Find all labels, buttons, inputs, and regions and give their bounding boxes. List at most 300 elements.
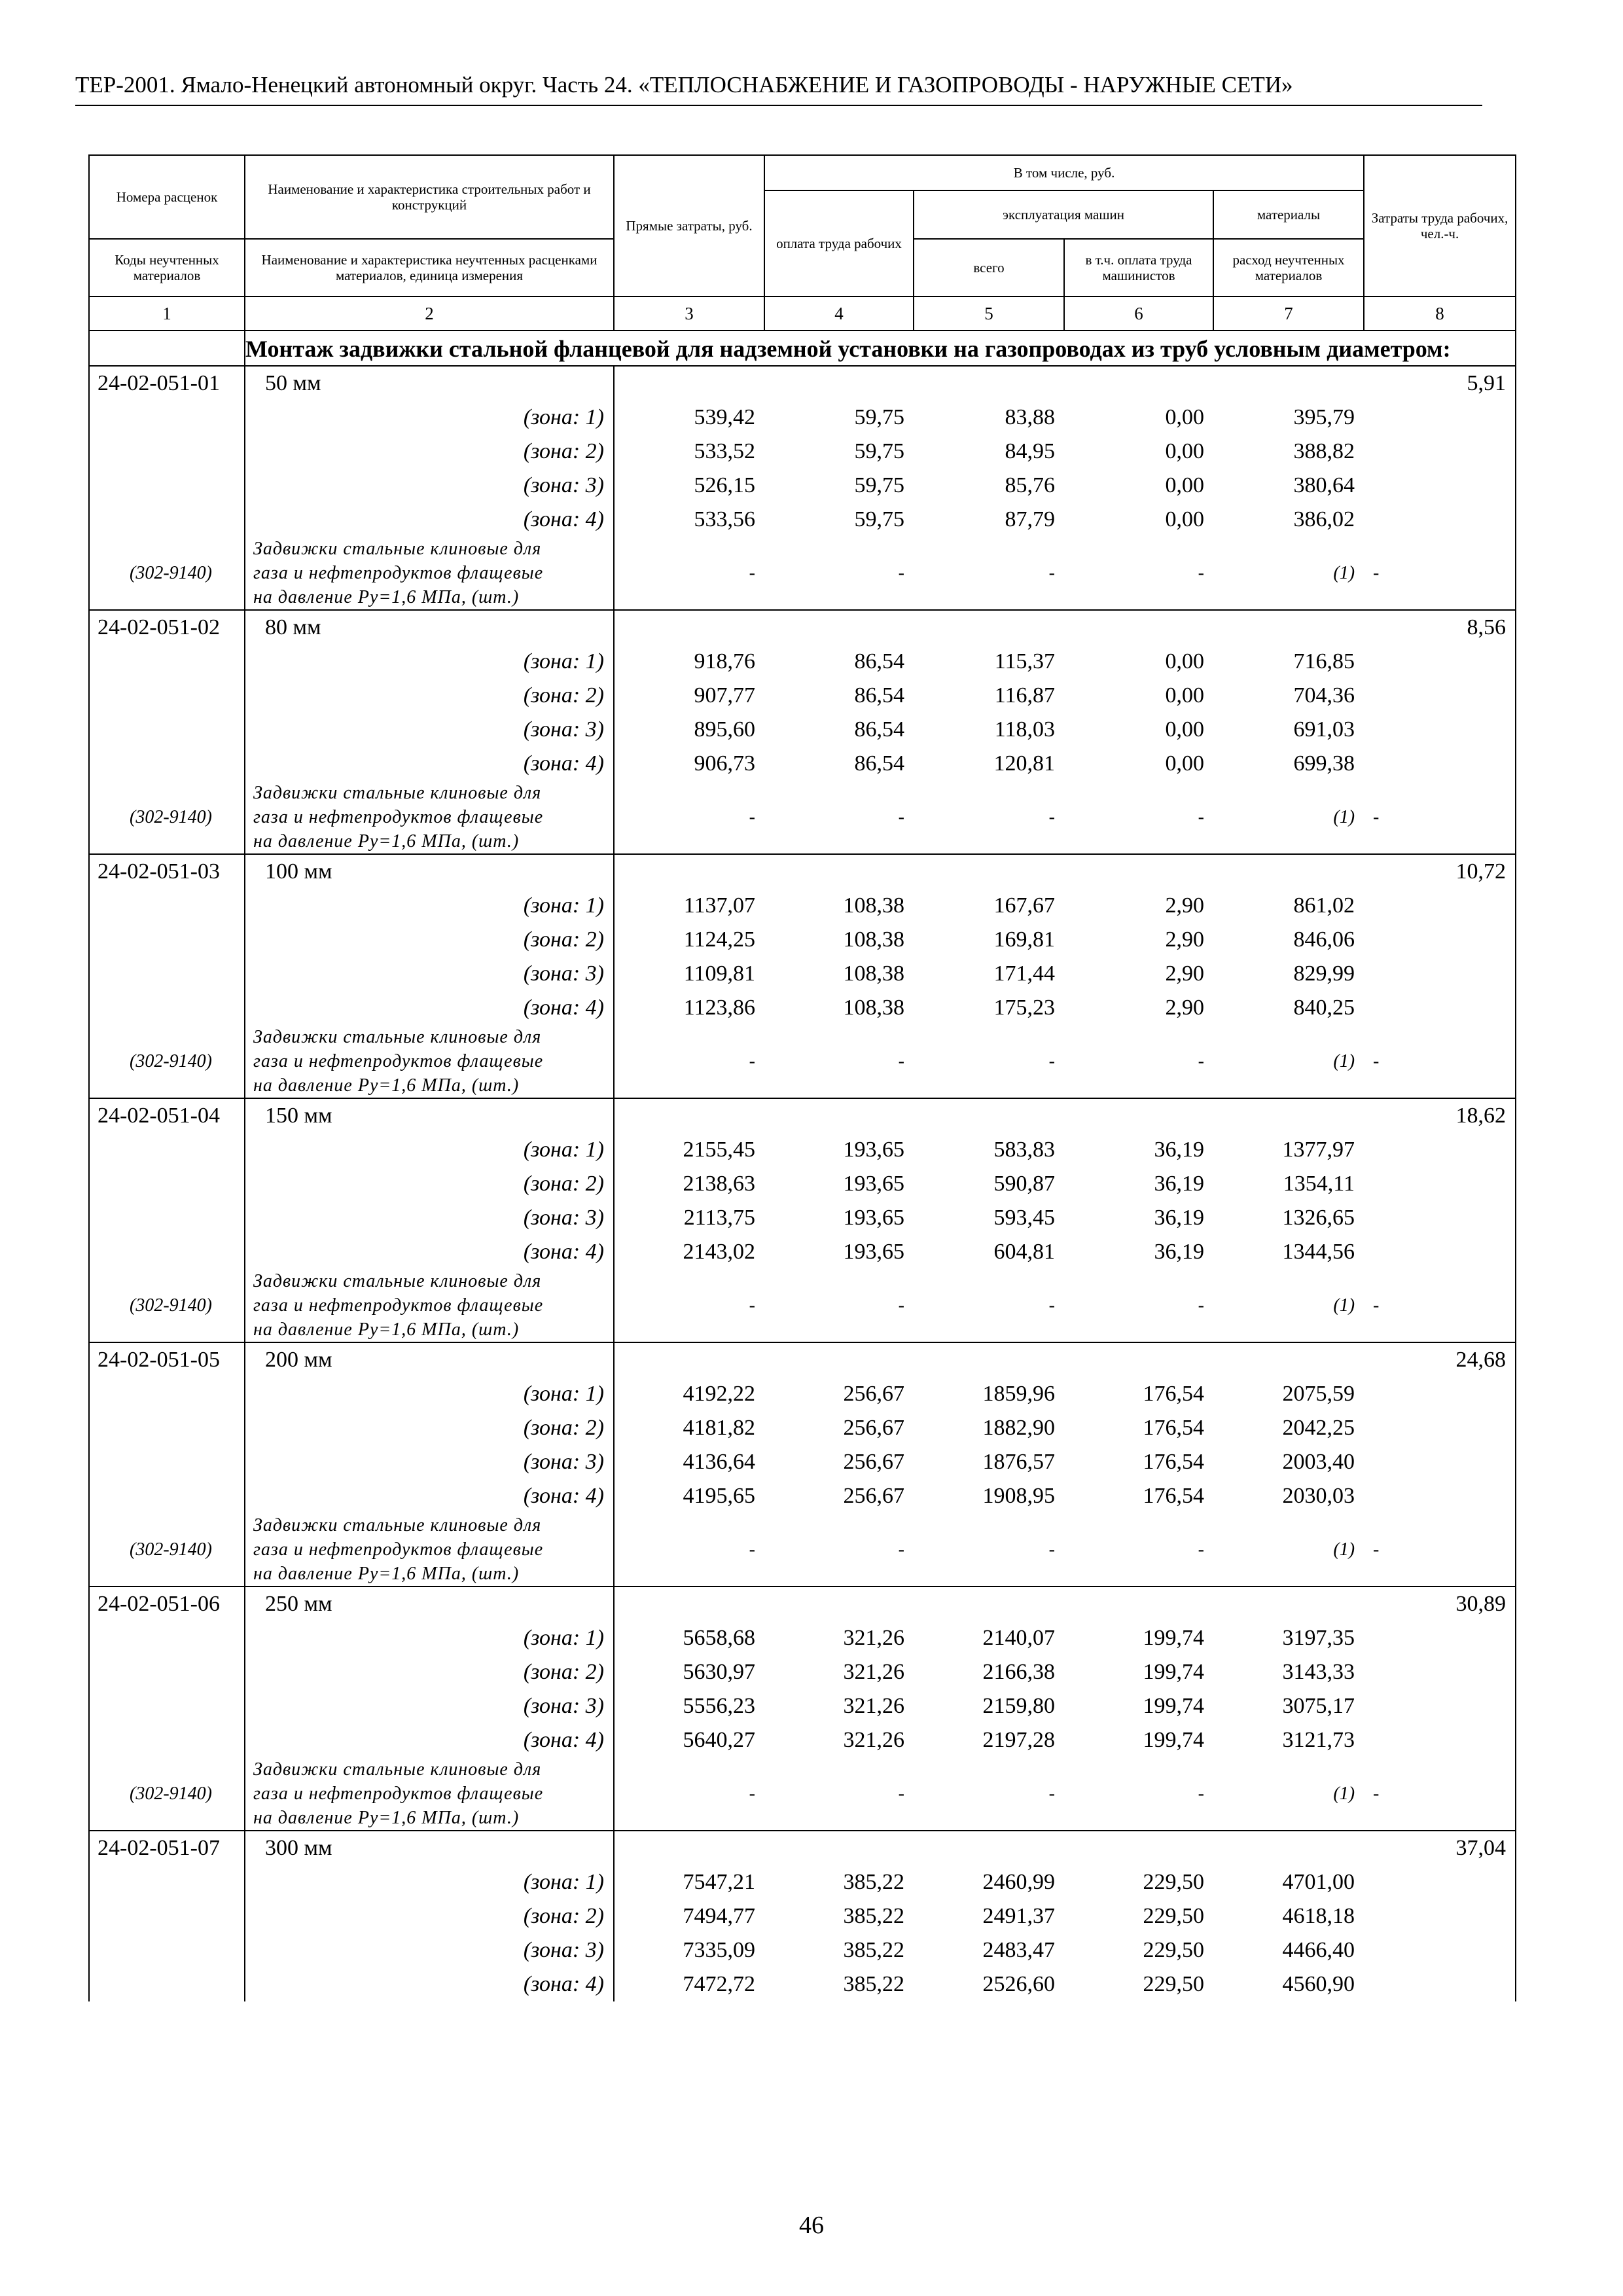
- zone-row: [89, 679, 1516, 713]
- operator-wages: 176,54: [1143, 1382, 1204, 1406]
- materials-cost: 386,02: [1293, 507, 1355, 531]
- direct-cost: 7547,21: [683, 1870, 755, 1894]
- material-dash: -: [1364, 1757, 1516, 1831]
- materials-cost: 840,25: [1293, 996, 1355, 1020]
- empty-cell: [1364, 645, 1516, 679]
- column-number: 6: [1064, 296, 1213, 331]
- machines-total: 115,37: [994, 649, 1055, 673]
- worker-wages: 59,75: [854, 473, 904, 497]
- material-dash: -: [914, 1025, 1064, 1098]
- col3-header: Прямые затраты, руб.: [614, 155, 764, 296]
- materials-cost: 4466,40: [1282, 1938, 1355, 1962]
- worker-wages: 321,26: [843, 1626, 904, 1650]
- machines-total: 2197,28: [982, 1728, 1055, 1752]
- zone-row: [89, 401, 1516, 435]
- material-description-line: на давление Ру=1,6 МПа, (шт.): [253, 1319, 520, 1340]
- materials-cost: 3075,17: [1282, 1694, 1355, 1718]
- worker-wages: 193,65: [843, 1138, 904, 1162]
- worker-wages: 256,67: [843, 1382, 904, 1406]
- direct-cost: 526,15: [694, 473, 755, 497]
- materials-cost: 1377,97: [1282, 1138, 1355, 1162]
- empty-cell: [1364, 923, 1516, 957]
- empty-cell: [89, 679, 245, 713]
- empty-cell: [1064, 1831, 1213, 1865]
- direct-cost: 5630,97: [683, 1660, 755, 1684]
- worker-wages: 59,75: [854, 439, 904, 463]
- empty-cell: [89, 503, 245, 537]
- empty-cell: [89, 747, 245, 781]
- operator-wages: 199,74: [1143, 1728, 1204, 1752]
- materials-cost: 2075,59: [1282, 1382, 1355, 1406]
- empty-cell: [1364, 1133, 1516, 1167]
- rate-code: 24-02-051-04: [89, 1098, 245, 1133]
- zone-label: (зона: 2): [245, 1655, 614, 1689]
- zone-label: (зона: 2): [245, 435, 614, 469]
- material-description: [245, 1513, 614, 1587]
- empty-cell: [614, 1831, 764, 1865]
- zone-row: [89, 1899, 1516, 1933]
- materials-cost: 829,99: [1293, 961, 1355, 986]
- operator-wages: 229,50: [1143, 1972, 1204, 1996]
- empty-cell: [914, 1098, 1064, 1133]
- direct-cost: 918,76: [694, 649, 755, 673]
- direct-cost: 4136,64: [683, 1450, 755, 1474]
- material-quantity: (1): [1213, 537, 1364, 610]
- empty-cell: [1213, 1342, 1364, 1377]
- operator-wages: 0,00: [1165, 439, 1204, 463]
- diameter-label: 80 мм: [245, 610, 614, 645]
- empty-cell: [614, 610, 764, 645]
- zone-label: (зона: 3): [245, 1201, 614, 1235]
- worker-wages: 385,22: [843, 1972, 904, 1996]
- empty-cell: [764, 1587, 914, 1621]
- unaccounted-material-row: [89, 781, 1516, 854]
- worker-wages: 321,26: [843, 1660, 904, 1684]
- column-number: 5: [914, 296, 1064, 331]
- diameter-label: 250 мм: [245, 1587, 614, 1621]
- worker-wages: 385,22: [843, 1904, 904, 1928]
- material-description: [245, 1025, 614, 1098]
- col2-header-bottom: Наименование и характеристика неучтенных расценками материалов, единица измерения: [245, 239, 614, 296]
- direct-cost: 5658,68: [683, 1626, 755, 1650]
- material-description-line: на давление Ру=1,6 МПа, (шт.): [253, 1808, 520, 1828]
- machines-total: 84,95: [1005, 439, 1055, 463]
- material-dash: -: [914, 1513, 1064, 1587]
- zone-row: [89, 1723, 1516, 1757]
- materials-cost: 395,79: [1293, 405, 1355, 429]
- operator-wages: 2,90: [1165, 961, 1204, 986]
- empty-cell: [1364, 1689, 1516, 1723]
- zone-label: (зона: 2): [245, 1167, 614, 1201]
- materials-cost: 3143,33: [1282, 1660, 1355, 1684]
- worker-wages: 256,67: [843, 1416, 904, 1440]
- direct-cost: 533,52: [694, 439, 755, 463]
- material-dash: -: [764, 1757, 914, 1831]
- operator-wages: 0,00: [1165, 473, 1204, 497]
- zone-row: [89, 1377, 1516, 1411]
- machines-total: 167,67: [993, 893, 1055, 918]
- empty-cell: [89, 645, 245, 679]
- materials-cost: 699,38: [1293, 751, 1355, 776]
- direct-cost: 539,42: [694, 405, 755, 429]
- empty-cell: [914, 1587, 1064, 1621]
- machines-total: 171,44: [993, 961, 1055, 986]
- zone-row: [89, 991, 1516, 1025]
- machines-total: 1876,57: [982, 1450, 1055, 1474]
- diameter-label: 50 мм: [245, 366, 614, 401]
- empty-cell: [89, 1655, 245, 1689]
- empty-cell: [1213, 1831, 1364, 1865]
- direct-cost: 7472,72: [683, 1972, 755, 1996]
- materials-cost: 2030,03: [1282, 1484, 1355, 1508]
- empty-cell: [89, 923, 245, 957]
- materials-cost: 861,02: [1293, 893, 1355, 918]
- empty-cell: [1364, 1899, 1516, 1933]
- empty-cell: [1364, 469, 1516, 503]
- operator-wages: 0,00: [1165, 405, 1204, 429]
- material-dash: -: [1364, 781, 1516, 854]
- empty-cell: [89, 1133, 245, 1167]
- zone-row: [89, 469, 1516, 503]
- empty-cell: [89, 1933, 245, 1967]
- machines-total: 1882,90: [982, 1416, 1055, 1440]
- materials-cost: 691,03: [1293, 717, 1355, 742]
- empty-cell: [764, 366, 914, 401]
- material-quantity: (1): [1213, 1513, 1364, 1587]
- material-description-line: Задвижки стальные клиновые для: [253, 1759, 542, 1780]
- rate-code-row: [89, 610, 1516, 645]
- unaccounted-material-row: [89, 537, 1516, 610]
- material-description-line: газа и нефтепродуктов флащевые: [253, 563, 544, 583]
- zone-label: (зона: 1): [245, 1621, 614, 1655]
- zone-label: (зона: 4): [245, 1723, 614, 1757]
- material-dash: -: [764, 781, 914, 854]
- labor-cost: 8,56: [1364, 610, 1516, 645]
- zone-row: [89, 1689, 1516, 1723]
- direct-cost: 2143,02: [683, 1240, 755, 1264]
- empty-cell: [89, 1167, 245, 1201]
- material-dash: -: [614, 1757, 764, 1831]
- direct-cost: 2113,75: [683, 1206, 755, 1230]
- rate-code: 24-02-051-07: [89, 1831, 245, 1865]
- empty-cell: [89, 1411, 245, 1445]
- material-description-line: Задвижки стальные клиновые для: [253, 539, 542, 559]
- empty-cell: [1364, 957, 1516, 991]
- material-quantity: (1): [1213, 1757, 1364, 1831]
- material-description-line: на давление Ру=1,6 МПа, (шт.): [253, 1564, 520, 1584]
- operator-wages: 176,54: [1143, 1416, 1204, 1440]
- column-number: 4: [764, 296, 914, 331]
- worker-wages: 86,54: [854, 683, 904, 708]
- unaccounted-material-row: [89, 1025, 1516, 1098]
- worker-wages: 256,67: [843, 1484, 904, 1508]
- column-number: 8: [1364, 296, 1516, 331]
- rate-code-row: [89, 366, 1516, 401]
- operator-wages: 229,50: [1143, 1938, 1204, 1962]
- worker-wages: 86,54: [854, 649, 904, 673]
- labor-cost: 18,62: [1364, 1098, 1516, 1133]
- running-header: ТЕР-2001. Ямало-Ненецкий автономный округ. Часть 24. «ТЕПЛОСНАБЖЕНИЕ И ГАЗОПРОВОДЫ - НАРУЖНЫЕ СЕТИ»: [75, 72, 1293, 98]
- zone-label: (зона: 1): [245, 1865, 614, 1899]
- zone-label: (зона: 1): [245, 401, 614, 435]
- operator-wages: 229,50: [1143, 1904, 1204, 1928]
- direct-cost: 2138,63: [683, 1172, 755, 1196]
- page-number: 46: [799, 2212, 824, 2239]
- zone-row: [89, 1655, 1516, 1689]
- zone-label: (зона: 3): [245, 713, 614, 747]
- empty-cell: [1364, 747, 1516, 781]
- material-dash: -: [1364, 1025, 1516, 1098]
- empty-cell: [764, 854, 914, 889]
- machines-group-header: эксплуатация машин: [914, 190, 1213, 239]
- worker-wages: 108,38: [843, 893, 904, 918]
- worker-wages: 86,54: [854, 751, 904, 776]
- worker-wages: 321,26: [843, 1728, 904, 1752]
- direct-cost: 1124,25: [683, 927, 755, 952]
- material-description-line: на давление Ру=1,6 МПа, (шт.): [253, 831, 520, 852]
- empty-cell: [1364, 1655, 1516, 1689]
- material-code: (302-9140): [89, 1025, 245, 1098]
- empty-cell: [1364, 1167, 1516, 1201]
- zone-row: [89, 645, 1516, 679]
- unaccounted-material-row: [89, 1269, 1516, 1342]
- zone-row: [89, 1235, 1516, 1269]
- rate-code-row: [89, 854, 1516, 889]
- worker-wages: 385,22: [843, 1938, 904, 1962]
- material-quantity: (1): [1213, 1269, 1364, 1342]
- zone-row: [89, 1479, 1516, 1513]
- labor-cost: 30,89: [1364, 1587, 1516, 1621]
- materials-cost: 4701,00: [1282, 1870, 1355, 1894]
- empty-cell: [1364, 1723, 1516, 1757]
- direct-cost: 5556,23: [683, 1694, 755, 1718]
- material-dash: -: [764, 1269, 914, 1342]
- direct-cost: 5640,27: [683, 1728, 755, 1752]
- machines-total: 2526,60: [982, 1972, 1055, 1996]
- direct-cost: 895,60: [694, 717, 755, 742]
- empty-cell: [1364, 1479, 1516, 1513]
- zone-row: [89, 889, 1516, 923]
- empty-cell: [1213, 854, 1364, 889]
- empty-cell: [1364, 435, 1516, 469]
- empty-cell: [1064, 1098, 1213, 1133]
- empty-cell: [1364, 1201, 1516, 1235]
- zone-row: [89, 957, 1516, 991]
- empty-cell: [89, 1235, 245, 1269]
- diameter-label: 150 мм: [245, 1098, 614, 1133]
- diameter-label: 200 мм: [245, 1342, 614, 1377]
- zone-label: (зона: 3): [245, 1445, 614, 1479]
- zone-label: (зона: 1): [245, 645, 614, 679]
- rate-code: 24-02-051-05: [89, 1342, 245, 1377]
- column-numbers-row: [89, 296, 1516, 331]
- zone-label: (зона: 4): [245, 1967, 614, 2001]
- zone-label: (зона: 3): [245, 957, 614, 991]
- rate-code-row: [89, 1831, 1516, 1865]
- empty-cell: [914, 366, 1064, 401]
- rate-code-row: [89, 1587, 1516, 1621]
- empty-cell: [1364, 889, 1516, 923]
- material-dash: -: [764, 1513, 914, 1587]
- unaccounted-material-row: [89, 1757, 1516, 1831]
- operator-wages: 36,19: [1154, 1172, 1204, 1196]
- direct-cost: 906,73: [694, 751, 755, 776]
- empty-cell: [1364, 1933, 1516, 1967]
- zone-label: (зона: 4): [245, 1235, 614, 1269]
- materials-cost: 2003,40: [1282, 1450, 1355, 1474]
- material-dash: -: [1364, 1269, 1516, 1342]
- col6-header: в т.ч. оплата труда машинистов: [1064, 239, 1213, 296]
- empty-cell: [914, 1342, 1064, 1377]
- material-dash: -: [614, 1513, 764, 1587]
- material-description-line: на давление Ру=1,6 МПа, (шт.): [253, 587, 520, 607]
- empty-cell: [1364, 1621, 1516, 1655]
- material-description-line: Задвижки стальные клиновые для: [253, 783, 542, 803]
- empty-cell: [1364, 679, 1516, 713]
- material-description-line: Задвижки стальные клиновые для: [253, 1027, 542, 1047]
- operator-wages: 2,90: [1165, 927, 1204, 952]
- empty-cell: [764, 1831, 914, 1865]
- empty-cell: [1064, 1587, 1213, 1621]
- operator-wages: 176,54: [1143, 1450, 1204, 1474]
- zone-label: (зона: 3): [245, 469, 614, 503]
- material-description-line: газа и нефтепродуктов флащевые: [253, 1295, 544, 1316]
- zone-label: (зона: 2): [245, 923, 614, 957]
- header-rule: [75, 105, 1482, 106]
- empty-cell: [89, 1689, 245, 1723]
- material-description: [245, 537, 614, 610]
- zone-row: [89, 923, 1516, 957]
- machines-total: 2159,80: [982, 1694, 1055, 1718]
- empty-cell: [1064, 1342, 1213, 1377]
- materials-cost: 1354,11: [1283, 1172, 1355, 1196]
- empty-cell: [1364, 1967, 1516, 2001]
- worker-wages: 108,38: [843, 996, 904, 1020]
- zone-row: [89, 747, 1516, 781]
- machines-total: 583,83: [993, 1138, 1055, 1162]
- zone-row: [89, 713, 1516, 747]
- material-dash: -: [764, 537, 914, 610]
- machines-total: 1859,96: [982, 1382, 1055, 1406]
- empty-cell: [89, 401, 245, 435]
- zone-row: [89, 503, 1516, 537]
- material-code: (302-9140): [89, 1757, 245, 1831]
- empty-cell: [1213, 610, 1364, 645]
- col4-header: оплата труда рабочих: [764, 190, 914, 296]
- materials-cost: 716,85: [1293, 649, 1355, 673]
- empty-cell: [1364, 1865, 1516, 1899]
- machines-total: 2140,07: [982, 1626, 1055, 1650]
- materials-cost: 380,64: [1293, 473, 1355, 497]
- zone-label: (зона: 4): [245, 747, 614, 781]
- zone-row: [89, 1167, 1516, 1201]
- material-dash: -: [914, 781, 1064, 854]
- empty-cell: [764, 1098, 914, 1133]
- labor-cost: 24,68: [1364, 1342, 1516, 1377]
- operator-wages: 229,50: [1143, 1870, 1204, 1894]
- machines-total: 604,81: [993, 1240, 1055, 1264]
- empty-cell: [89, 1201, 245, 1235]
- zone-row: [89, 1411, 1516, 1445]
- empty-cell: [764, 610, 914, 645]
- empty-cell: [1364, 1445, 1516, 1479]
- section-title: Монтаж задвижки стальной фланцевой для надземной установки на газопроводах из труб условным диаметром:: [245, 331, 1516, 366]
- empty-cell: [1364, 1377, 1516, 1411]
- zone-label: (зона: 4): [245, 1479, 614, 1513]
- zone-label: (зона: 1): [245, 889, 614, 923]
- section-title-spacer: [89, 331, 245, 366]
- zone-label: (зона: 1): [245, 1377, 614, 1411]
- machines-total: 2460,99: [982, 1870, 1055, 1894]
- worker-wages: 86,54: [854, 717, 904, 742]
- empty-cell: [89, 957, 245, 991]
- operator-wages: 0,00: [1165, 717, 1204, 742]
- direct-cost: 1137,07: [683, 893, 755, 918]
- zone-label: (зона: 4): [245, 503, 614, 537]
- material-description: [245, 1269, 614, 1342]
- empty-cell: [89, 1865, 245, 1899]
- material-description-line: на давление Ру=1,6 МПа, (шт.): [253, 1075, 520, 1096]
- operator-wages: 199,74: [1143, 1694, 1204, 1718]
- rate-code-row: [89, 1342, 1516, 1377]
- materials-cost: 846,06: [1293, 927, 1355, 952]
- worker-wages: 385,22: [843, 1870, 904, 1894]
- machines-total: 2483,47: [982, 1938, 1055, 1962]
- empty-cell: [1213, 1587, 1364, 1621]
- empty-cell: [1364, 1235, 1516, 1269]
- material-code: (302-9140): [89, 1513, 245, 1587]
- empty-cell: [614, 1342, 764, 1377]
- material-description-line: Задвижки стальные клиновые для: [253, 1271, 542, 1291]
- material-description: [245, 1757, 614, 1831]
- rate-code-row: [89, 1098, 1516, 1133]
- rate-code: 24-02-051-03: [89, 854, 245, 889]
- col7-header: расход неучтенных материалов: [1213, 239, 1364, 296]
- material-dash: -: [614, 1269, 764, 1342]
- operator-wages: 199,74: [1143, 1660, 1204, 1684]
- empty-cell: [614, 1587, 764, 1621]
- worker-wages: 193,65: [843, 1206, 904, 1230]
- material-dash: -: [1064, 1757, 1213, 1831]
- empty-cell: [89, 435, 245, 469]
- empty-cell: [89, 1621, 245, 1655]
- machines-total: 87,79: [1005, 507, 1055, 531]
- zone-row: [89, 1133, 1516, 1167]
- rate-code: 24-02-051-01: [89, 366, 245, 401]
- machines-total: 590,87: [993, 1172, 1055, 1196]
- zone-label: (зона: 3): [245, 1933, 614, 1967]
- material-description-line: газа и нефтепродуктов флащевые: [253, 1051, 544, 1071]
- col8-header: Затраты труда рабочих, чел.-ч.: [1364, 155, 1516, 296]
- zone-row: [89, 1201, 1516, 1235]
- worker-wages: 193,65: [843, 1240, 904, 1264]
- column-number: 2: [245, 296, 614, 331]
- machines-total: 593,45: [993, 1206, 1055, 1230]
- material-description-line: газа и нефтепродуктов флащевые: [253, 807, 544, 827]
- operator-wages: 199,74: [1143, 1626, 1204, 1650]
- material-dash: -: [1064, 781, 1213, 854]
- material-dash: -: [914, 1757, 1064, 1831]
- material-quantity: (1): [1213, 1025, 1364, 1098]
- empty-cell: [614, 1098, 764, 1133]
- worker-wages: 59,75: [854, 507, 904, 531]
- zone-row: [89, 1445, 1516, 1479]
- materials-cost: 704,36: [1293, 683, 1355, 708]
- machines-total: 175,23: [993, 996, 1055, 1020]
- direct-cost: 4181,82: [683, 1416, 755, 1440]
- material-dash: -: [1364, 537, 1516, 610]
- direct-cost: 7494,77: [683, 1904, 755, 1928]
